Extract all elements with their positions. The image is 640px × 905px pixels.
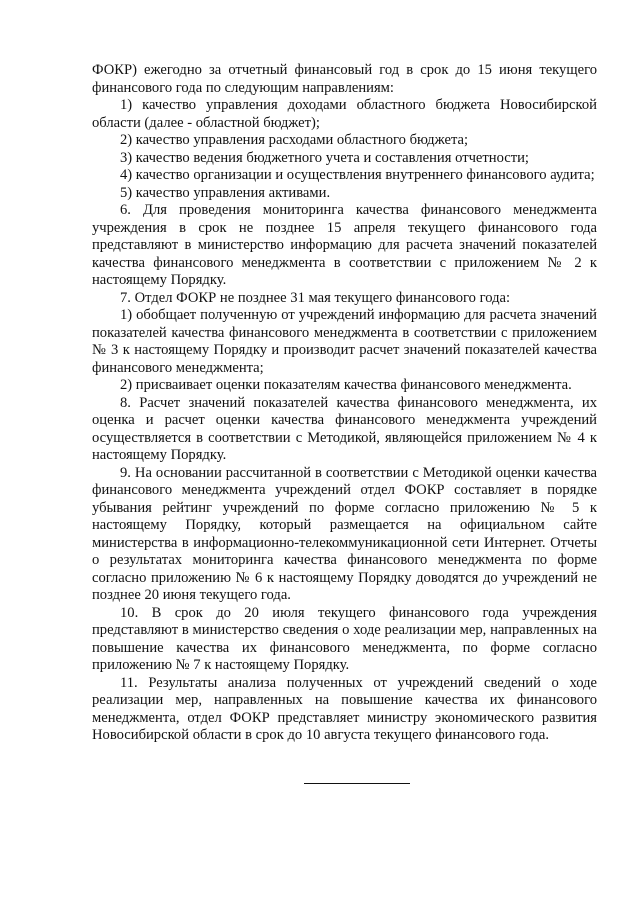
document-body: [92, 62, 597, 745]
paragraph-8: 8. Расчет значений показателей качества финансового менеджмента, их оценка и расчет оценки качества финансового менеджмента учреждений осуществляется в соответствии с Методикой, являющейся приложением № 4 к настоящему Порядку.: [92, 394, 597, 463]
paragraph-7-item-1: 1) обобщает полученную от учреждений информацию для расчета значений показателей качества финансового менеджмента в соответствии с приложением № 3 к настоящему Порядку и производит расчет значений показателей качества финансового менеджмента;: [92, 307, 597, 376]
paragraph-7-item-2: 2) присваивает оценки показателям качества финансового менеджмента.: [120, 377, 572, 393]
paragraph-6: 6. Для проведения мониторинга качества финансового менеджмента учреждения в срок не позднее 15 апреля текущего финансового года представляют в министерство информацию для расчета значений показателей качества финансового менеджмента в соответствии с приложением № 2 к настоящему Порядку.: [92, 202, 597, 288]
list-item-income-management: 1) качество управления доходами областного бюджета Новосибирской области (далее - областной бюджет);: [92, 97, 597, 131]
list-item-accounting: 3) качество ведения бюджетного учета и составления отчетности;: [120, 149, 529, 166]
paragraph-10: 10. В срок до 20 июля текущего финансового года учреждения представляют в министерство сведения о ходе реализации мер, направленных на повышение качества их финансового менеджмента, по форме согласно приложению № 7 к настоящему Порядку.: [92, 604, 597, 673]
list-item-internal-audit: 4) качество организации и осуществления внутреннего финансового аудита;: [120, 167, 595, 183]
paragraph-11: 11. Результаты анализа полученных от учреждений сведений о ходе реализации мер, направленных на повышение качества их финансового менеджмента, отдел ФОКР представляет министру экономического развития Новосибирской области в срок до 10 августа текущего финансового года.: [92, 674, 597, 743]
paragraph-7: 7. Отдел ФОКР не позднее 31 мая текущего финансового года:: [120, 289, 511, 306]
list-item-expense-management: 2) качество управления расходами областного бюджета;: [120, 132, 469, 148]
paragraph-9: 9. На основании рассчитанной в соответствии с Методикой оценки качества финансового менеджмента учреждений отдел ФОКР составляет в порядке убывания рейтинг учреждений по форме согласно приложению № 5 к настоящему Порядку, который размещается на официальном сайте министерства в информационно-телекоммуникационной сети Интернет. Отчеты о результатах мониторинга качества финансового менеджмента по форме согласно приложению № 6 к настоящему Порядку доводятся до учреждений не позднее 20 июня текущего года.: [92, 464, 597, 603]
closing-rule: [304, 783, 410, 784]
list-item-asset-management: 5) качество управления активами.: [120, 184, 331, 201]
paragraph-continuation: ФОКР) ежегодно за отчетный финансовый год в срок до 15 июня текущего финансового года по следующим направлениям:: [92, 62, 597, 96]
